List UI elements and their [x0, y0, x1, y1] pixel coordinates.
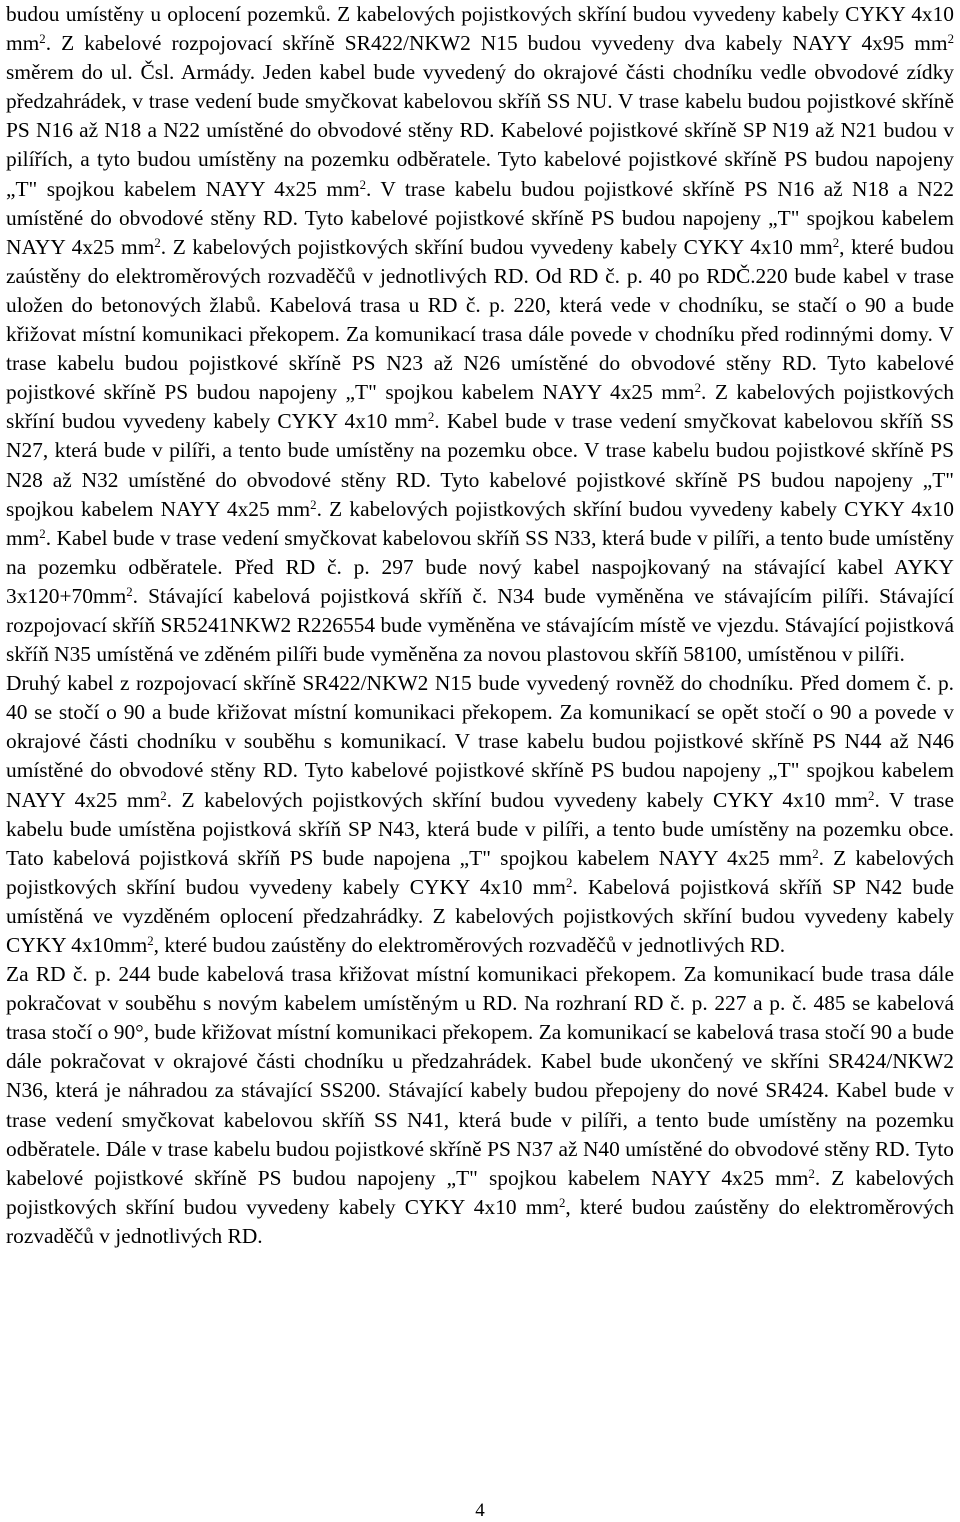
- text-run: Druhý kabel z rozpojovací skříně SR422/NKW2 N15 bude vyvedený rovněž do chodníku. Před domem č. p. 40 se stočí o 90 a bude křižovat místní komunikaci překopem. Za komunikací se opět stočí o 90 a povede v okrajové části chodníku v souběhu s komunikací. V trase kabelu budou pojistkové skříně PS N44 až N46 umístěné do obvodové stěny RD. Tyto kabelové pojistkové skříně PS budou napojeny „T" spojkou kabelem NAYY 4x25 mm: [6, 671, 954, 812]
- text-run: . Kabel bude v trase vedení smyčkovat kabelovou skříň SS N27, která bude v pilíři, a tento bude umístěny na pozemku obce. V trase kabelu budou pojistkové skříně PS N28 až N32 umístěné do obvodové stěny RD. Tyto kabelové pojistkové skříně PS budou napojeny „T" spojkou kabelem NAYY 4x25 mm: [6, 409, 955, 521]
- superscript: 2: [565, 875, 573, 890]
- text-run: . V trase kabelu budou pojistkové skříně PS N16 až N18 a N22 umístěné do obvodové stěny RD. Tyto kabelové pojistkové skříně PS budou napojeny „T" spojkou kabelem NAYY 4x25 mm: [6, 176, 954, 259]
- superscript: 2: [39, 32, 46, 47]
- text-run: . Stávající kabelová pojistková skříň č. N34 bude vyměněna ve stávajícím pilíři. Stávající rozpojovací skříň SR5241NKW2 R226554 bude vyměněna ve stávajícím místě ve vjezdu. Stávající pojistková skříň N35 umístěná ve zděném pilíři bude vyměněna za novou plastovou skříň 58100, umístěnou v pilíři.: [6, 583, 954, 667]
- text-run: . Z kabelových pojistkových skříní budou vyvedeny kabely CYKY 4x10 mm: [6, 496, 954, 550]
- text-run: směrem do ul. Čsl. Armády. Jeden kabel bude vyvedený do okrajové části chodníku vedle obvodové zídky předzahrádek, v trase vedení bude smyčkovat kabelovou skříň SS NU. V trase kabelu budou pojistkové skříně PS N16 až N18 a N22 umístěné do obvodové stěny RD. Kabelové pojistkové skříně SP N19 až N21 budou v pilířích, a tyto budou umístěny na pozemku odběratele. Tyto kabelové pojistkové skříně PS budou napojeny „T" spojkou kabelem NAYY 4x25 mm: [6, 60, 954, 201]
- document-page: [6, 0, 954, 1251]
- superscript: 2: [310, 497, 317, 512]
- superscript: 2: [39, 526, 46, 541]
- superscript: 2: [359, 177, 367, 192]
- paragraph-3: [6, 960, 954, 1251]
- superscript: 2: [558, 1195, 566, 1210]
- superscript: 2: [694, 381, 701, 396]
- text-run: . Z kabelových pojistkových skříní budou vyvedeny kabely CYKY 4x10 mm: [6, 1165, 954, 1219]
- page-number: 4: [475, 1500, 485, 1521]
- superscript: 2: [154, 235, 161, 250]
- text-run: . Z kabelové rozpojovací skříně SR422/NKW2 N15 budou vyvedeny dva kabely NAYY 4x95 mm: [45, 31, 948, 56]
- text-run: . Kabel bude v trase vedení smyčkovat kabelovou skříň SS N33, která bude v pilíři, a tento bude umístěny na pozemku odběratele. Před RD č. p. 297 bude nový kabel naspojkovaný na stávající kabel AYKY 3x120+70mm: [6, 525, 954, 608]
- superscript: 2: [812, 846, 819, 861]
- text-run: . Kabelová pojistková skříň SP N42 bude umístěná ve vyzděném oplocení předzahrádky. Z kabelových pojistkových skříní budou vyvedeny kabely CYKY 4x10mm: [6, 874, 955, 957]
- superscript: 2: [160, 788, 167, 803]
- superscript: 2: [427, 410, 435, 425]
- text-run: . V trase kabelu bude umístěna pojistková skříň SP N43, která bude v pilíři, a tento bude umístěny na pozemku obce. Tato kabelová pojistková skříň PS bude napojena „T" spojkou kabelem NAYY 4x25 mm: [6, 787, 954, 870]
- text-run: Za RD č. p. 244 bude kabelová trasa křižovat místní komunikaci překopem. Za komunikací bude trasa dále pokračovat v souběhu s novým kabelem umístěným u RD. Na rozhraní RD č. p. 227 a p. č. 485 se kabelová trasa stočí o 90°, bude křižovat místní komunikaci překopem. Za komunikací se kabelová trasa stočí 90 a bude dále pokračovat v okrajové části chodníku u předzahrádek. Kabel bude ukončený ve skříni SR424/NKW2 N36, která je náhradou za stávající SS200. Stávající kabely budou přepojeny do nové SR424. Kabel bude v trase vedení smyčkovat kabelovou skříň SS N41, která bude v pilíři, a tento bude umístěny na pozemku odběratele. Dále v trase kabelu budou pojistkové skříně PS N37 až N40 umístěné do obvodové stěny RD. Tyto kabelové pojistkové skříně PS budou napojeny „T" spojkou kabelem NAYY 4x25 mm: [6, 962, 954, 1190]
- text-run: . Z kabelových pojistkových skříní budou vyvedeny kabely CYKY 4x10 mm: [166, 787, 869, 812]
- text-run: budou umístěny u oplocení pozemků. Z kabelových pojistkových skříní budou vyvedeny kabely CYKY 4x10 mm: [6, 2, 954, 56]
- text-run: , které budou zaústěny do elektroměrových rozvaděčů v jednotlivých RD.: [153, 933, 786, 957]
- text-run: , které budou zaústěny do elektroměrových rozvaděčů v jednotlivých RD. Od RD č. p. 40 po RDČ.220 bude kabel v trase uložen do betonových žlabů. Kabelová trasa u RD č. p. 220, která vede v chodníku, se stačí o 90 a bude křižovat místní komunikaci překopem. Za komunikací trasa dále povede v chodníku před rodinnými domy. V trase kabelu budou pojistkové skříně PS N23 až N26 umístěné do obvodové stěny RD. Tyto kabelové pojistkové skříně PS budou napojeny „T" spojkou kabelem NAYY 4x25 mm: [6, 234, 954, 405]
- superscript: 2: [126, 584, 133, 599]
- text-run: . Z kabelových pojistkových skříní budou vyvedeny kabely CYKY 4x10 mm: [6, 845, 954, 899]
- text-run: . Z kabelových pojistkových skříní budou vyvedeny kabely CYKY 4x10 mm: [6, 380, 954, 434]
- superscript: 2: [832, 235, 840, 250]
- paragraph-1: [6, 0, 954, 669]
- superscript: 2: [868, 788, 875, 803]
- text-run: , které budou zaústěny do elektroměrových rozvaděčů v jednotlivých RD.: [6, 1194, 954, 1248]
- superscript: 2: [147, 933, 154, 948]
- superscript: 2: [947, 32, 954, 47]
- paragraph-2: [6, 669, 954, 960]
- superscript: 2: [808, 1166, 815, 1181]
- text-run: . Z kabelových pojistkových skříní budou vyvedeny kabely CYKY 4x10 mm: [160, 234, 833, 259]
